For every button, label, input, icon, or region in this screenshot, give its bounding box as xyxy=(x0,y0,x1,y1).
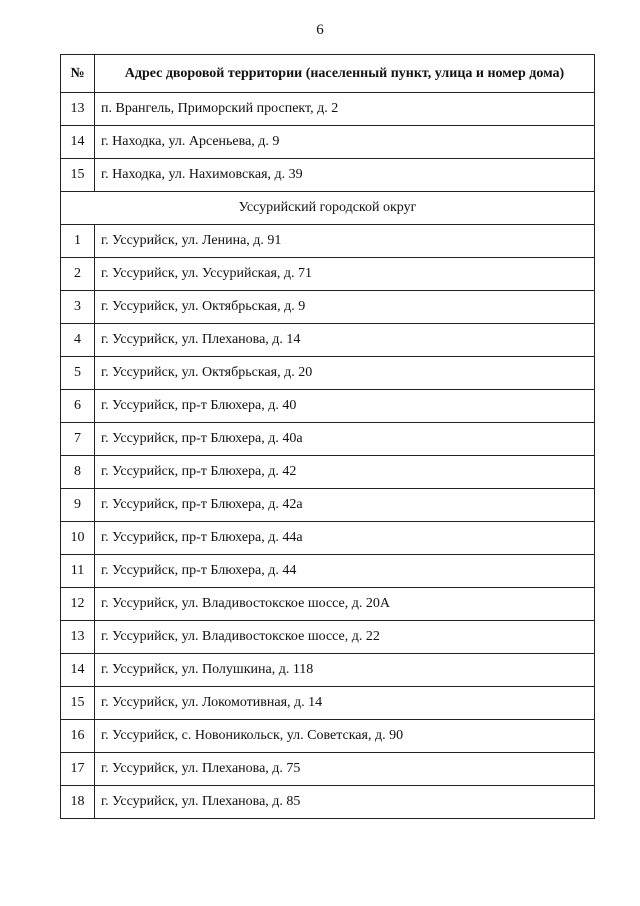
table-row xyxy=(61,324,595,357)
row-address: г. Уссурийск, с. Новоникольск, ул. Советская, д. 90 xyxy=(95,720,595,753)
row-number: 6 xyxy=(61,390,95,423)
table-row xyxy=(61,753,595,786)
row-number: 1 xyxy=(61,225,95,258)
table-row xyxy=(61,522,595,555)
row-address: г. Уссурийск, пр-т Блюхера, д. 44 xyxy=(95,555,595,588)
table-row xyxy=(61,423,595,456)
row-number: 13 xyxy=(61,621,95,654)
address-table xyxy=(60,54,595,819)
row-address: г. Уссурийск, пр-т Блюхера, д. 40а xyxy=(95,423,595,456)
row-number: 12 xyxy=(61,588,95,621)
row-number: 5 xyxy=(61,357,95,390)
table-row xyxy=(61,258,595,291)
row-number: 3 xyxy=(61,291,95,324)
row-number: 2 xyxy=(61,258,95,291)
table-row xyxy=(61,291,595,324)
table-header-row xyxy=(61,55,595,93)
row-number: 7 xyxy=(61,423,95,456)
row-address: г. Уссурийск, ул. Плеханова, д. 85 xyxy=(95,786,595,819)
row-number: 9 xyxy=(61,489,95,522)
table-row xyxy=(61,357,595,390)
page-number: 6 xyxy=(316,22,324,38)
table-row xyxy=(61,555,595,588)
table-body xyxy=(61,93,595,819)
table-row xyxy=(61,93,595,126)
table-row xyxy=(61,489,595,522)
row-address: г. Уссурийск, ул. Полушкина, д. 118 xyxy=(95,654,595,687)
row-address: г. Уссурийск, ул. Октябрьская, д. 20 xyxy=(95,357,595,390)
row-number: 10 xyxy=(61,522,95,555)
column-header-number: № xyxy=(61,55,95,93)
table-row xyxy=(61,456,595,489)
row-number: 4 xyxy=(61,324,95,357)
row-address: г. Уссурийск, ул. Ленина, д. 91 xyxy=(95,225,595,258)
row-number: 15 xyxy=(61,687,95,720)
row-number: 8 xyxy=(61,456,95,489)
row-address: г. Уссурийск, ул. Владивостокское шоссе, д. 22 xyxy=(95,621,595,654)
table-row xyxy=(61,786,595,819)
row-address: г. Уссурийск, ул. Плеханова, д. 14 xyxy=(95,324,595,357)
table-row xyxy=(61,720,595,753)
table-row xyxy=(61,654,595,687)
row-address: г. Находка, ул. Арсеньева, д. 9 xyxy=(95,126,595,159)
row-address: г. Уссурийск, пр-т Блюхера, д. 44а xyxy=(95,522,595,555)
row-address: г. Уссурийск, ул. Плеханова, д. 75 xyxy=(95,753,595,786)
row-address: п. Врангель, Приморский проспект, д. 2 xyxy=(95,93,595,126)
row-address: г. Уссурийск, пр-т Блюхера, д. 40 xyxy=(95,390,595,423)
table-row xyxy=(61,390,595,423)
table-row xyxy=(61,588,595,621)
row-address: г. Уссурийск, ул. Локомотивная, д. 14 xyxy=(95,687,595,720)
row-number: 16 xyxy=(61,720,95,753)
row-address: г. Уссурийск, ул. Владивостокское шоссе, д. 20А xyxy=(95,588,595,621)
row-address: г. Уссурийск, пр-т Блюхера, д. 42 xyxy=(95,456,595,489)
column-header-address: Адрес дворовой территории (населенный пункт, улица и номер дома) xyxy=(95,55,595,93)
row-address: г. Уссурийск, ул. Уссурийская, д. 71 xyxy=(95,258,595,291)
row-number: 11 xyxy=(61,555,95,588)
row-number: 18 xyxy=(61,786,95,819)
table-row xyxy=(61,159,595,192)
section-row xyxy=(61,192,595,225)
row-number: 15 xyxy=(61,159,95,192)
section-title: Уссурийский городской округ xyxy=(61,192,595,225)
row-number: 14 xyxy=(61,654,95,687)
row-address: г. Находка, ул. Нахимовская, д. 39 xyxy=(95,159,595,192)
table-row xyxy=(61,225,595,258)
table-row xyxy=(61,621,595,654)
table-row xyxy=(61,687,595,720)
row-address: г. Уссурийск, ул. Октябрьская, д. 9 xyxy=(95,291,595,324)
table-row xyxy=(61,126,595,159)
row-address: г. Уссурийск, пр-т Блюхера, д. 42а xyxy=(95,489,595,522)
row-number: 14 xyxy=(61,126,95,159)
row-number: 13 xyxy=(61,93,95,126)
row-number: 17 xyxy=(61,753,95,786)
